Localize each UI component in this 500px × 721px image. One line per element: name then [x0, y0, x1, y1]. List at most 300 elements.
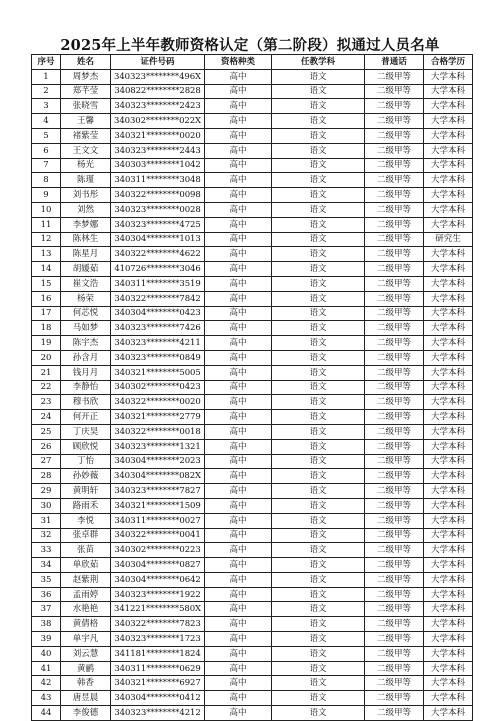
cell-qualification-type: 高中: [205, 336, 272, 351]
cell-mandarin-level: 二级甲等: [365, 469, 424, 484]
cell-index: 15: [32, 276, 61, 291]
cell-index: 22: [32, 380, 61, 395]
cell-mandarin-level: 二级甲等: [365, 365, 424, 380]
cell-id-number: 340322********0020: [111, 395, 205, 410]
cell-id-number: 340822********2828: [111, 84, 205, 99]
cell-mandarin-level: 二级甲等: [365, 247, 424, 262]
cell-id-number: 340321********6927: [111, 676, 205, 691]
cell-index: 9: [32, 188, 61, 203]
cell-qualification-type: 高中: [205, 706, 272, 721]
cell-mandarin-level: 二级甲等: [365, 306, 424, 321]
cell-name: 孙妙薇: [61, 469, 111, 484]
cell-subject: 语文: [272, 706, 365, 721]
table-row: [32, 173, 473, 188]
cell-index: 42: [32, 676, 61, 691]
cell-mandarin-level: 二级甲等: [365, 706, 424, 721]
cell-index: 8: [32, 173, 61, 188]
cell-qualification-type: 高中: [205, 202, 272, 217]
cell-education: 大学本科: [424, 572, 473, 587]
cell-mandarin-level: 二级甲等: [365, 602, 424, 617]
cell-name: 周梦杰: [61, 69, 111, 84]
table-row: [32, 291, 473, 306]
cell-subject: 语文: [272, 617, 365, 632]
cell-qualification-type: 高中: [205, 217, 272, 232]
cell-id-number: 340321********5005: [111, 365, 205, 380]
cell-id-number: 340323********2423: [111, 99, 205, 114]
cell-education: 研究生: [424, 232, 473, 247]
cell-mandarin-level: 二级甲等: [365, 439, 424, 454]
cell-name: 唐昱晨: [61, 691, 111, 706]
cell-education: 大学本科: [424, 173, 473, 188]
table-row: [32, 380, 473, 395]
cell-id-number: 340311********0629: [111, 661, 205, 676]
cell-subject: 语文: [272, 291, 365, 306]
cell-id-number: 340302********022X: [111, 114, 205, 129]
cell-id-number: 340322********0018: [111, 424, 205, 439]
cell-subject: 语文: [272, 262, 365, 277]
cell-index: 17: [32, 306, 61, 321]
table-row: [32, 543, 473, 558]
cell-id-number: 340304********1013: [111, 232, 205, 247]
cell-mandarin-level: 二级甲等: [365, 128, 424, 143]
table-row: [32, 202, 473, 217]
cell-subject: 语文: [272, 158, 365, 173]
cell-qualification-type: 高中: [205, 306, 272, 321]
cell-index: 26: [32, 439, 61, 454]
cell-id-number: 340323********7827: [111, 484, 205, 499]
cell-mandarin-level: 二级甲等: [365, 513, 424, 528]
cell-subject: 语文: [272, 676, 365, 691]
cell-name: 李静怡: [61, 380, 111, 395]
cell-qualification-type: 高中: [205, 513, 272, 528]
cell-education: 大学本科: [424, 365, 473, 380]
cell-qualification-type: 高中: [205, 439, 272, 454]
cell-subject: 语文: [272, 587, 365, 602]
header-subject: 任教学科: [272, 55, 365, 70]
cell-mandarin-level: 二级甲等: [365, 661, 424, 676]
cell-id-number: 340323********0849: [111, 350, 205, 365]
cell-id-number: 340321********0020: [111, 128, 205, 143]
cell-name: 褚紫莹: [61, 128, 111, 143]
cell-name: 陈瑾: [61, 173, 111, 188]
cell-subject: 语文: [272, 202, 365, 217]
header-id-number: 证件号码: [111, 55, 205, 70]
cell-subject: 语文: [272, 632, 365, 647]
cell-id-number: 340322********4622: [111, 247, 205, 262]
cell-subject: 语文: [272, 232, 365, 247]
cell-index: 28: [32, 469, 61, 484]
cell-mandarin-level: 二级甲等: [365, 114, 424, 129]
table-row: [32, 143, 473, 158]
cell-name: 黄鹂: [61, 661, 111, 676]
cell-subject: 语文: [272, 661, 365, 676]
header-name: 姓名: [61, 55, 111, 70]
cell-education: 大学本科: [424, 661, 473, 676]
cell-name: 丁怡: [61, 454, 111, 469]
cell-qualification-type: 高中: [205, 158, 272, 173]
cell-index: 43: [32, 691, 61, 706]
table-row: [32, 572, 473, 587]
cell-name: 马如梦: [61, 321, 111, 336]
cell-mandarin-level: 二级甲等: [365, 99, 424, 114]
cell-name: 王馨: [61, 114, 111, 129]
cell-name: 孙含月: [61, 350, 111, 365]
cell-subject: 语文: [272, 410, 365, 425]
roster-table: [31, 54, 473, 721]
cell-name: 顾欣悦: [61, 439, 111, 454]
cell-qualification-type: 高中: [205, 528, 272, 543]
cell-qualification-type: 高中: [205, 676, 272, 691]
cell-subject: 语文: [272, 469, 365, 484]
cell-id-number: 340323********4212: [111, 706, 205, 721]
cell-subject: 语文: [272, 691, 365, 706]
table-row: [32, 706, 473, 721]
cell-name: 何芯悦: [61, 306, 111, 321]
cell-education: 大学本科: [424, 114, 473, 129]
cell-education: 大学本科: [424, 676, 473, 691]
cell-education: 大学本科: [424, 410, 473, 425]
cell-education: 大学本科: [424, 543, 473, 558]
cell-qualification-type: 高中: [205, 84, 272, 99]
cell-qualification-type: 高中: [205, 691, 272, 706]
cell-id-number: 340304********0642: [111, 572, 205, 587]
cell-qualification-type: 高中: [205, 617, 272, 632]
cell-education: 大学本科: [424, 469, 473, 484]
cell-id-number: 340322********0098: [111, 188, 205, 203]
cell-index: 40: [32, 646, 61, 661]
cell-name: 张晓雪: [61, 99, 111, 114]
cell-subject: 语文: [272, 484, 365, 499]
cell-education: 大学本科: [424, 454, 473, 469]
cell-qualification-type: 高中: [205, 602, 272, 617]
cell-subject: 语文: [272, 498, 365, 513]
cell-id-number: 340304********0423: [111, 306, 205, 321]
cell-education: 大学本科: [424, 706, 473, 721]
cell-mandarin-level: 二级甲等: [365, 69, 424, 84]
cell-education: 大学本科: [424, 291, 473, 306]
cell-subject: 语文: [272, 365, 365, 380]
cell-subject: 语文: [272, 350, 365, 365]
cell-index: 19: [32, 336, 61, 351]
cell-subject: 语文: [272, 306, 365, 321]
cell-qualification-type: 高中: [205, 587, 272, 602]
cell-id-number: 340323********7426: [111, 321, 205, 336]
cell-index: 29: [32, 484, 61, 499]
table-row: [32, 424, 473, 439]
table-row: [32, 439, 473, 454]
cell-name: 李悦: [61, 513, 111, 528]
cell-index: 20: [32, 350, 61, 365]
cell-name: 单宇凡: [61, 632, 111, 647]
cell-subject: 语文: [272, 395, 365, 410]
cell-subject: 语文: [272, 247, 365, 262]
table-row: [32, 114, 473, 129]
cell-index: 5: [32, 128, 61, 143]
cell-name: 刘云慧: [61, 646, 111, 661]
cell-mandarin-level: 二级甲等: [365, 498, 424, 513]
cell-name: 黄明轩: [61, 484, 111, 499]
cell-mandarin-level: 二级甲等: [365, 143, 424, 158]
cell-index: 34: [32, 558, 61, 573]
cell-id-number: 340322********0041: [111, 528, 205, 543]
cell-education: 大学本科: [424, 439, 473, 454]
cell-qualification-type: 高中: [205, 632, 272, 647]
cell-name: 杨光: [61, 158, 111, 173]
cell-id-number: 340323********4211: [111, 336, 205, 351]
cell-qualification-type: 高中: [205, 380, 272, 395]
roster-body: [32, 69, 473, 720]
cell-mandarin-level: 二级甲等: [365, 410, 424, 425]
cell-qualification-type: 高中: [205, 543, 272, 558]
cell-subject: 语文: [272, 646, 365, 661]
table-row: [32, 484, 473, 499]
cell-qualification-type: 高中: [205, 276, 272, 291]
cell-qualification-type: 高中: [205, 143, 272, 158]
cell-qualification-type: 高中: [205, 558, 272, 573]
cell-subject: 语文: [272, 217, 365, 232]
cell-education: 大学本科: [424, 395, 473, 410]
cell-education: 大学本科: [424, 498, 473, 513]
cell-mandarin-level: 二级甲等: [365, 484, 424, 499]
cell-mandarin-level: 二级甲等: [365, 691, 424, 706]
cell-mandarin-level: 二级甲等: [365, 217, 424, 232]
cell-id-number: 340323********4725: [111, 217, 205, 232]
cell-name: 孟雨婷: [61, 587, 111, 602]
cell-id-number: 340304********2023: [111, 454, 205, 469]
table-row: [32, 262, 473, 277]
cell-mandarin-level: 二级甲等: [365, 173, 424, 188]
cell-subject: 语文: [272, 276, 365, 291]
cell-index: 37: [32, 602, 61, 617]
cell-name: 陈林生: [61, 232, 111, 247]
cell-name: 钱月月: [61, 365, 111, 380]
cell-mandarin-level: 二级甲等: [365, 262, 424, 277]
cell-mandarin-level: 二级甲等: [365, 528, 424, 543]
cell-name: 穆书欣: [61, 395, 111, 410]
cell-index: 7: [32, 158, 61, 173]
cell-education: 大学本科: [424, 321, 473, 336]
cell-name: 何开正: [61, 410, 111, 425]
cell-name: 刘然: [61, 202, 111, 217]
cell-id-number: 340303********1042: [111, 158, 205, 173]
cell-mandarin-level: 二级甲等: [365, 676, 424, 691]
table-row: [32, 69, 473, 84]
cell-mandarin-level: 二级甲等: [365, 202, 424, 217]
cell-subject: 语文: [272, 321, 365, 336]
cell-qualification-type: 高中: [205, 173, 272, 188]
cell-id-number: 340322********7823: [111, 617, 205, 632]
cell-subject: 语文: [272, 84, 365, 99]
cell-qualification-type: 高中: [205, 114, 272, 129]
cell-id-number: 340302********0223: [111, 543, 205, 558]
cell-index: 10: [32, 202, 61, 217]
cell-qualification-type: 高中: [205, 247, 272, 262]
cell-mandarin-level: 二级甲等: [365, 632, 424, 647]
table-row: [32, 350, 473, 365]
cell-subject: 语文: [272, 128, 365, 143]
cell-mandarin-level: 二级甲等: [365, 336, 424, 351]
table-row: [32, 469, 473, 484]
cell-name: 韩香: [61, 676, 111, 691]
table-row: [32, 336, 473, 351]
table-row: [32, 691, 473, 706]
cell-index: 4: [32, 114, 61, 129]
cell-qualification-type: 高中: [205, 454, 272, 469]
cell-qualification-type: 高中: [205, 484, 272, 499]
cell-index: 24: [32, 410, 61, 425]
cell-education: 大学本科: [424, 617, 473, 632]
cell-education: 大学本科: [424, 380, 473, 395]
table-row: [32, 84, 473, 99]
cell-qualification-type: 高中: [205, 350, 272, 365]
cell-name: 陈星月: [61, 247, 111, 262]
cell-index: 44: [32, 706, 61, 721]
cell-qualification-type: 高中: [205, 69, 272, 84]
cell-subject: 语文: [272, 336, 365, 351]
page-title: 2025年上半年教师资格认定（第二阶段）拟通过人员名单: [60, 37, 440, 54]
cell-name: 水艳艳: [61, 602, 111, 617]
cell-id-number: 340321********1509: [111, 498, 205, 513]
cell-index: 13: [32, 247, 61, 262]
cell-mandarin-level: 二级甲等: [365, 380, 424, 395]
cell-education: 大学本科: [424, 528, 473, 543]
table-row: [32, 661, 473, 676]
cell-subject: 语文: [272, 513, 365, 528]
cell-name: 路雨禾: [61, 498, 111, 513]
table-row: [32, 528, 473, 543]
cell-mandarin-level: 二级甲等: [365, 321, 424, 336]
cell-education: 大学本科: [424, 84, 473, 99]
cell-qualification-type: 高中: [205, 646, 272, 661]
cell-index: 6: [32, 143, 61, 158]
cell-qualification-type: 高中: [205, 410, 272, 425]
cell-id-number: 340322********7842: [111, 291, 205, 306]
cell-qualification-type: 高中: [205, 291, 272, 306]
cell-education: 大学本科: [424, 646, 473, 661]
table-row: [32, 217, 473, 232]
cell-name: 刘书彤: [61, 188, 111, 203]
cell-id-number: 340321********2779: [111, 410, 205, 425]
table-row: [32, 158, 473, 173]
cell-qualification-type: 高中: [205, 469, 272, 484]
cell-education: 大学本科: [424, 587, 473, 602]
cell-qualification-type: 高中: [205, 572, 272, 587]
cell-id-number: 340323********496X: [111, 69, 205, 84]
cell-index: 2: [32, 84, 61, 99]
cell-id-number: 341221********580X: [111, 602, 205, 617]
cell-education: 大学本科: [424, 632, 473, 647]
table-row: [32, 513, 473, 528]
cell-education: 大学本科: [424, 558, 473, 573]
cell-mandarin-level: 二级甲等: [365, 587, 424, 602]
cell-education: 大学本科: [424, 306, 473, 321]
cell-id-number: 341181********1824: [111, 646, 205, 661]
cell-education: 大学本科: [424, 217, 473, 232]
cell-id-number: 340304********082X: [111, 469, 205, 484]
cell-education: 大学本科: [424, 69, 473, 84]
cell-name: 张卓群: [61, 528, 111, 543]
table-row: [32, 395, 473, 410]
cell-education: 大学本科: [424, 262, 473, 277]
cell-id-number: 340302********0423: [111, 380, 205, 395]
cell-name: 王文文: [61, 143, 111, 158]
cell-index: 32: [32, 528, 61, 543]
cell-index: 39: [32, 632, 61, 647]
cell-mandarin-level: 二级甲等: [365, 395, 424, 410]
cell-qualification-type: 高中: [205, 661, 272, 676]
cell-subject: 语文: [272, 69, 365, 84]
cell-name: 崔文浩: [61, 276, 111, 291]
cell-name: 陈宇杰: [61, 336, 111, 351]
cell-qualification-type: 高中: [205, 365, 272, 380]
cell-index: 31: [32, 513, 61, 528]
cell-name: 黄倩格: [61, 617, 111, 632]
cell-index: 1: [32, 69, 61, 84]
cell-education: 大学本科: [424, 350, 473, 365]
cell-id-number: 340304********0412: [111, 691, 205, 706]
cell-id-number: 340323********1723: [111, 632, 205, 647]
cell-name: 张苗: [61, 543, 111, 558]
cell-mandarin-level: 二级甲等: [365, 454, 424, 469]
header-education: 合格学历: [424, 55, 473, 70]
cell-education: 大学本科: [424, 602, 473, 617]
header-qualification-type: 资格种类: [205, 55, 272, 70]
table-row: [32, 498, 473, 513]
cell-education: 大学本科: [424, 128, 473, 143]
cell-name: 李梦娜: [61, 217, 111, 232]
cell-education: 大学本科: [424, 247, 473, 262]
cell-education: 大学本科: [424, 99, 473, 114]
cell-index: 25: [32, 424, 61, 439]
cell-mandarin-level: 二级甲等: [365, 84, 424, 99]
table-row: [32, 365, 473, 380]
table-row: [32, 321, 473, 336]
cell-name: 杨荣: [61, 291, 111, 306]
cell-subject: 语文: [272, 99, 365, 114]
cell-index: 30: [32, 498, 61, 513]
table-row: [32, 632, 473, 647]
table-row: [32, 247, 473, 262]
cell-subject: 语文: [272, 173, 365, 188]
cell-mandarin-level: 二级甲等: [365, 350, 424, 365]
cell-subject: 语文: [272, 424, 365, 439]
table-row: [32, 454, 473, 469]
cell-subject: 语文: [272, 188, 365, 203]
cell-subject: 语文: [272, 380, 365, 395]
cell-id-number: 340311********3048: [111, 173, 205, 188]
cell-id-number: 340323********1321: [111, 439, 205, 454]
cell-index: 11: [32, 217, 61, 232]
cell-subject: 语文: [272, 558, 365, 573]
cell-index: 36: [32, 587, 61, 602]
table-row: [32, 188, 473, 203]
header-index: 序号: [32, 55, 61, 70]
cell-subject: 语文: [272, 572, 365, 587]
cell-mandarin-level: 二级甲等: [365, 646, 424, 661]
cell-education: 大学本科: [424, 158, 473, 173]
cell-index: 35: [32, 572, 61, 587]
cell-qualification-type: 高中: [205, 262, 272, 277]
cell-education: 大学本科: [424, 143, 473, 158]
cell-mandarin-level: 二级甲等: [365, 572, 424, 587]
table-row: [32, 128, 473, 143]
cell-education: 大学本科: [424, 336, 473, 351]
cell-name: 李俊德: [61, 706, 111, 721]
cell-education: 大学本科: [424, 484, 473, 499]
cell-index: 3: [32, 99, 61, 114]
cell-mandarin-level: 二级甲等: [365, 543, 424, 558]
cell-name: 赵紫荆: [61, 572, 111, 587]
